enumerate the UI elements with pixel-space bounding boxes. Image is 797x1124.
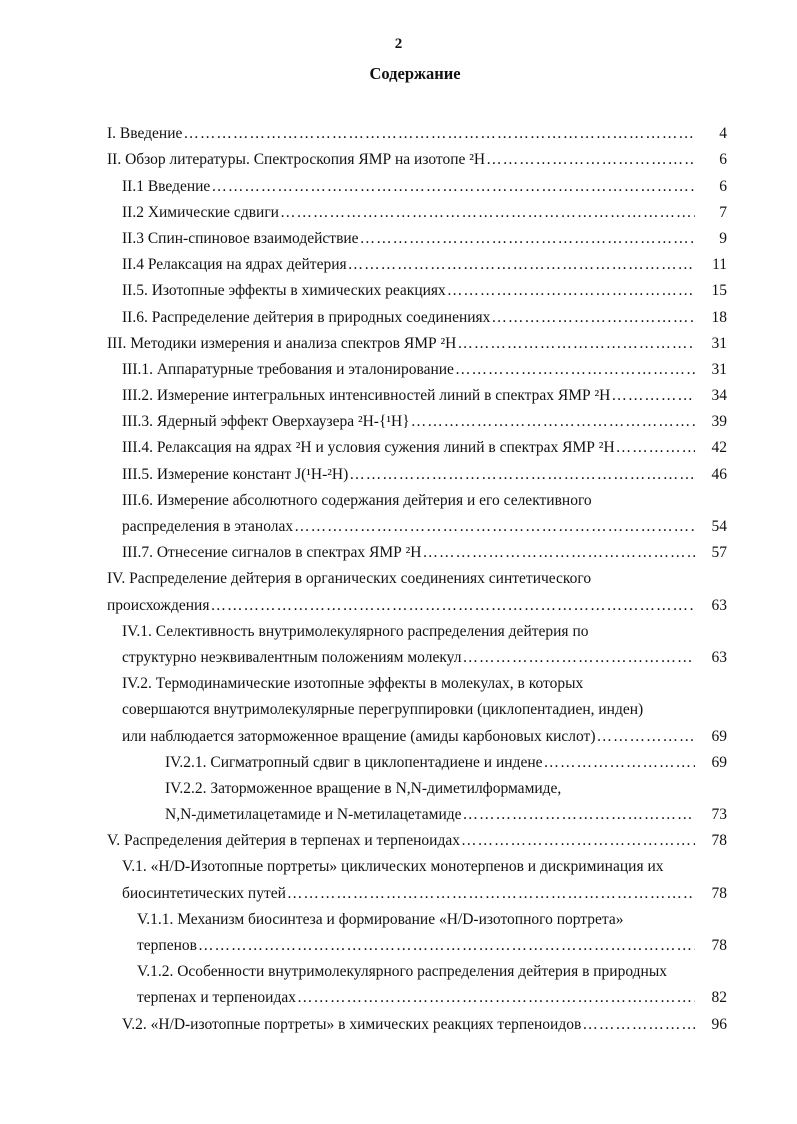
toc-entry-line: [107, 643, 727, 669]
toc-page-number: 73: [711, 806, 727, 824]
dot-leader: [611, 385, 695, 407]
toc-page-number: 63: [711, 648, 727, 666]
dot-leader: [287, 883, 695, 905]
toc-page-number: 9: [719, 229, 727, 247]
dot-leader: [447, 280, 695, 302]
toc-page-number: 18: [711, 308, 727, 326]
dot-leader: [183, 123, 695, 145]
toc-entry-line: [107, 748, 727, 774]
dot-leader: [544, 752, 696, 774]
toc-entry-line: [107, 381, 727, 407]
toc-page-number: 42: [711, 439, 727, 457]
table-of-contents: [107, 119, 727, 1036]
toc-entry-line: [107, 826, 727, 852]
toc-page-number: 4: [719, 125, 727, 143]
toc-entry-text: IV.2.2. Заторможенное вращение в N,N-диметилформамиде,: [165, 779, 562, 797]
toc-entry-line: [107, 590, 727, 616]
toc-page-number: 46: [711, 465, 727, 483]
toc-page-number: 31: [711, 360, 727, 378]
toc-entry-text: V.1. «H/D-Изотопные портреты» циклических монотерпенов и дискриминация их: [122, 858, 664, 876]
toc-entry-text: III.4. Релаксация на ядрах ²H и условия сужения линий в спектрах ЯМР ²H: [122, 439, 615, 457]
toc-entry-line: [107, 355, 727, 381]
toc-entry-line: [107, 905, 727, 931]
toc-page-number: 96: [711, 1015, 727, 1033]
toc-entry-text: III.6. Измерение абсолютного содержания дейтерия и его селективного: [122, 491, 592, 509]
toc-page-number: 69: [711, 753, 727, 771]
toc-entry-text: II.3 Спин-спиновое взаимодействие: [122, 229, 359, 247]
dot-leader: [463, 804, 695, 826]
toc-entry-line: [107, 538, 727, 564]
dot-leader: [455, 359, 695, 381]
toc-entry-line: [107, 145, 727, 171]
toc-entry-line: [107, 695, 727, 721]
dot-leader: [616, 437, 695, 459]
toc-entry-text: II.4 Релаксация на ядрах дейтерия: [122, 256, 347, 274]
toc-entry-text: терпенах и терпеноидах: [137, 989, 296, 1007]
toc-entry-text: II.6. Распределение дейтерия в природных соединениях: [122, 308, 491, 326]
toc-entry-line: [107, 329, 727, 355]
toc-entry-text: III.7. Отнесение сигналов в спектрах ЯМР ²H: [122, 544, 422, 562]
toc-entry-text: V.1.1. Механизм биосинтеза и формирование «H/D-изотопного портрета»: [137, 910, 624, 928]
toc-entry-text: V. Распределения дейтерия в терпенах и терпеноидах: [107, 832, 460, 850]
toc-entry-text: происхождения: [107, 596, 210, 614]
toc-entry-line: [107, 198, 727, 224]
toc-entry-text: распределения в этанолах: [122, 518, 294, 535]
toc-entry-text: V.1.2. Особенности внутримолекулярного распределения дейтерия в природных: [137, 963, 668, 981]
toc-entry-text: III.3. Ядерный эффект Оверхаузера ²H-{¹H}: [122, 413, 410, 431]
toc-entry-line: [107, 171, 727, 197]
toc-entry-line: [107, 774, 727, 800]
toc-entry-text: II. Обзор литературы. Спектроскопия ЯМР на изотопе ²H: [107, 151, 486, 169]
toc-entry-line: [107, 407, 727, 433]
dot-leader: [360, 228, 695, 250]
page-title: Содержание: [369, 64, 461, 83]
dot-leader: [411, 411, 695, 433]
toc-entry-line: [107, 852, 727, 878]
dot-leader: [491, 307, 695, 329]
toc-entry-text: терпенов: [137, 937, 197, 954]
dot-leader: [280, 202, 695, 224]
toc-entry-text: или наблюдается заторможенное вращение (амиды карбоновых кислот): [122, 727, 596, 745]
dot-leader: [349, 464, 695, 486]
dot-leader: [422, 542, 695, 564]
toc-page-number: 78: [711, 884, 727, 902]
toc-entry-text: совершаются внутримолекулярные перегруппировки (циклопентадиен, инден): [122, 701, 644, 719]
toc-entry-text: II.2 Химические сдвиги: [122, 203, 279, 221]
dot-leader: [462, 647, 695, 669]
toc-entry-text: III.1. Аппаратурные требования и эталонирование: [122, 360, 454, 378]
toc-entry-text: III.2. Измерение интегральных интенсивностей линий в спектрах ЯМР ²H: [122, 387, 611, 405]
toc-entry-line: [107, 721, 727, 747]
toc-page-number: 69: [711, 727, 727, 745]
toc-entry-line: [107, 1009, 727, 1035]
dot-leader: [348, 254, 695, 276]
toc-entry-text: IV. Распределение дейтерия в органических соединениях синтетического: [107, 570, 592, 588]
dot-leader: [211, 176, 695, 198]
toc-entry-line: [107, 800, 727, 826]
dot-leader: [596, 726, 695, 748]
toc-entry-line: [107, 564, 727, 590]
toc-page-number: 11: [712, 256, 727, 274]
toc-entry-line: [107, 617, 727, 643]
toc-entry-text: IV.2. Термодинамические изотопные эффекты в молекулах, в которых: [122, 675, 584, 693]
toc-entry-text: II.1 Введение: [122, 177, 211, 195]
toc-page-number: 78: [711, 832, 727, 850]
dot-leader: [297, 987, 695, 1009]
page-number: 2: [394, 36, 403, 52]
toc-entry-line: [107, 459, 727, 485]
toc-entry-line: [107, 931, 727, 957]
toc-entry-text: III. Методики измерения и анализа спектров ЯМР ²H: [107, 334, 457, 352]
toc-entry-text: IV.1. Селективность внутримолекулярного распределения дейтерия по: [122, 622, 589, 640]
toc-page-number: 57: [711, 544, 727, 562]
toc-page-number: 39: [711, 413, 727, 431]
toc-entry-line: [107, 669, 727, 695]
toc-entry-line: [107, 224, 727, 250]
toc-page-number: 82: [711, 989, 727, 1007]
toc-entry-line: [107, 276, 727, 302]
dot-leader: [210, 595, 695, 617]
toc-page-number: 15: [711, 282, 727, 300]
dot-leader: [486, 149, 695, 171]
dot-leader: [457, 333, 695, 355]
toc-entry-line: [107, 250, 727, 276]
toc-entry-text: II.5. Изотопные эффекты в химических реакциях: [122, 282, 446, 300]
toc-page-number: 78: [711, 937, 727, 954]
dot-leader: [582, 1014, 695, 1036]
toc-entry-text: III.5. Измерение констант J(¹H-²H): [122, 465, 349, 483]
toc-page-number: 63: [711, 596, 727, 614]
toc-page-number: 31: [711, 334, 727, 352]
toc-entry-line: [107, 512, 727, 538]
toc-entry-line: [107, 486, 727, 512]
toc-entry-line: [107, 878, 727, 904]
dot-leader: [294, 516, 695, 538]
toc-page-number: 6: [719, 177, 727, 195]
toc-entry-line: [107, 302, 727, 328]
toc-entry-text: I. Введение: [107, 125, 183, 143]
toc-page-number: 7: [719, 203, 727, 221]
toc-entry-line: [107, 433, 727, 459]
toc-entry-line: [107, 983, 727, 1009]
dot-leader: [198, 935, 695, 957]
toc-entry-text: N,N-диметилацетамиде и N-метилацетамиде: [165, 806, 462, 824]
toc-entry-text: биосинтетических путей: [122, 884, 286, 902]
toc-entry-text: V.2. «H/D-изотопные портреты» в химических реакциях терпеноидов: [122, 1015, 582, 1033]
toc-entry-line: [107, 119, 727, 145]
toc-entry-text: IV.2.1. Сигматропный сдвиг в циклопентадиене и индене: [165, 753, 543, 771]
toc-page-number: 54: [711, 518, 727, 535]
toc-page-number: 6: [719, 151, 727, 169]
toc-page-number: 34: [711, 387, 727, 405]
dot-leader: [461, 830, 695, 852]
toc-entry-text: структурно неэквивалентным положениям молекул: [122, 648, 462, 666]
toc-entry-line: [107, 957, 727, 983]
